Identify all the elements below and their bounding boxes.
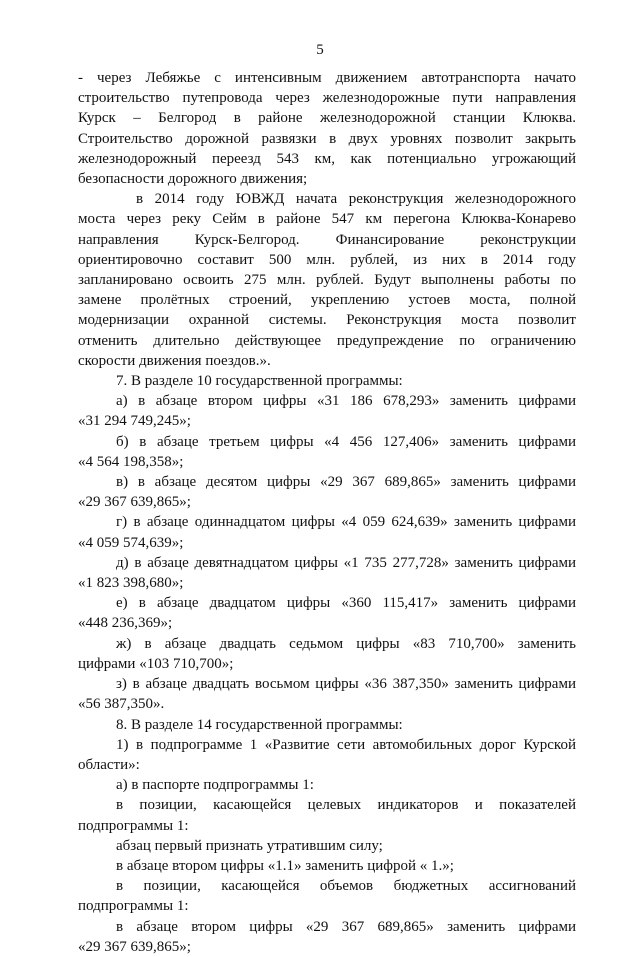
text-line: в абзаце втором цифры «1.1» заменить цифрой « 1.»; (116, 857, 454, 874)
text-line: запланировано освоить 275 млн. рублей. Будут выполнены работы по (78, 272, 576, 289)
text-line: д) в абзаце девятнадцатом цифры «1 735 277,728» заменить цифрами (116, 554, 576, 571)
text-line: в) в абзаце десятом цифры «29 367 689,865» заменить цифрами (116, 474, 576, 491)
text-line: - через Лебяжье с интенсивным движением автотранспорта начато (78, 70, 576, 86)
text-line: подпрограммы 1: (78, 898, 189, 915)
text-line: б) в абзаце третьем цифры «4 456 127,406» заменить цифрами (116, 433, 576, 450)
text-line: ориентировочно составит 500 млн. рублей, из них в 2014 году (78, 251, 576, 268)
text-line: «1 823 398,680»; (78, 575, 184, 592)
text-line: «448 236,369»; (78, 615, 173, 632)
text-line: з) в абзаце двадцать восьмом цифры «36 387,350» заменить цифрами (116, 676, 576, 693)
text-line: «29 367 639,865»; (78, 494, 191, 511)
text-line: а) в паспорте подпрограммы 1: (116, 777, 314, 794)
text-line: «56 387,350». (78, 696, 165, 713)
text-line: скорости движения поездов.». (78, 352, 271, 369)
text-line: отменить длительно действующее предупреждение по ограничению (78, 332, 576, 349)
text-line: в 2014 году ЮВЖД начата реконструкция железнодорожного (136, 191, 576, 208)
text-line: безопасности дорожного движения; (78, 171, 308, 188)
text-line: а) в абзаце втором цифры «31 186 678,293» заменить цифрами (116, 393, 576, 410)
text-line: строительство путепровода через железнодорожные пути направления (78, 90, 576, 107)
text-line: е) в абзаце двадцатом цифры «360 115,417» заменить цифрами (116, 595, 576, 612)
text-line: 1) в подпрограмме 1 «Развитие сети автомобильных дорог Курской (116, 736, 576, 753)
text-line: «29 367 639,865»; (78, 938, 191, 955)
text-line: цифрами «103 710,700»; (78, 655, 234, 672)
text-line: абзац первый признать утратившим силу; (116, 837, 383, 854)
text-line: в позиции, касающейся целевых индикаторов и показателей (116, 797, 576, 814)
text-line: 8. В разделе 14 государственной программы: (116, 716, 403, 733)
text-line: модернизации охранной системы. Реконструкция моста позволит (78, 312, 576, 329)
text-line: ж) в абзаце двадцать седьмом цифры «83 710,700» заменить (116, 635, 576, 652)
text-line: Курск – Белгород в районе железнодорожной станции Клюква. (78, 110, 576, 127)
text-line: замене пролётных строений, укреплению устоев моста, полной (78, 292, 576, 309)
text-line: Строительство дорожной развязки в двух уровнях позволит закрыть (78, 130, 576, 147)
text-line: направления Курск-Белгород. Финансирование реконструкции (78, 231, 576, 248)
text-line: в позиции, касающейся объемов бюджетных ассигнований (116, 878, 576, 895)
text-line: в абзаце втором цифры «29 367 689,865» заменить цифрами (116, 918, 576, 935)
document-body (78, 68, 576, 957)
text-line: 7. В разделе 10 государственной программы: (116, 373, 403, 390)
text-line: моста через реку Сейм в районе 547 км перегона Клюква-Конарево (78, 211, 576, 228)
text-line: «4 059 574,639»; (78, 534, 184, 551)
text-line: г) в абзаце одиннадцатом цифры «4 059 624,639» заменить цифрами (116, 514, 576, 531)
text-line: железнодорожный переезд 543 км, как потенциально угрожающий (78, 150, 576, 167)
text-line: «31 294 749,245»; (78, 413, 191, 430)
page-number: 5 (316, 42, 324, 58)
text-line: «4 564 198,358»; (78, 453, 184, 470)
text-line: области»: (78, 756, 140, 773)
text-line: подпрограммы 1: (78, 817, 189, 834)
